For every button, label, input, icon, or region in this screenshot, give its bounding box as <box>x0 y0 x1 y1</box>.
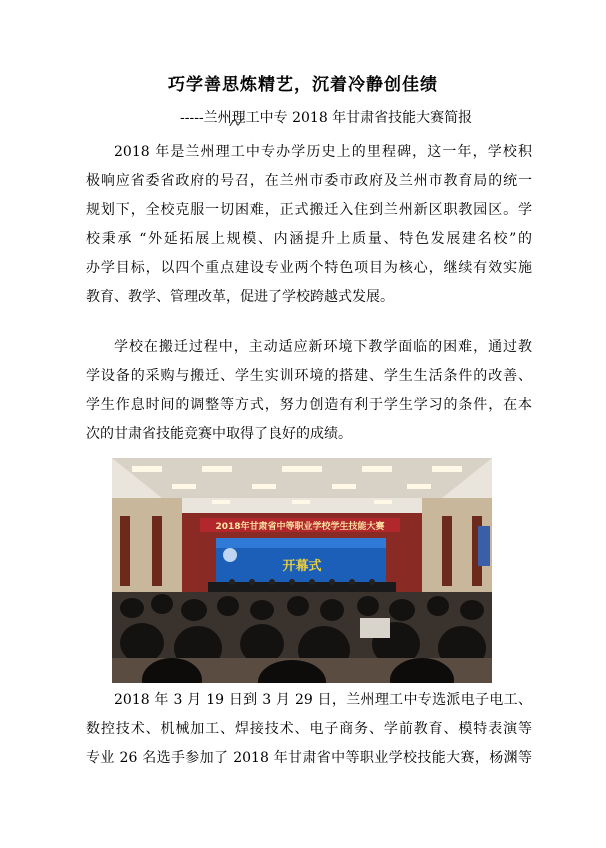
handwritten-mark <box>228 116 246 130</box>
paragraph-1 <box>86 138 532 312</box>
screen-title: 开幕式 <box>282 559 322 574</box>
paragraph-3 <box>86 686 532 773</box>
paragraph-line: 学设备的采购与搬迁、学生实训环境的搭建、学生生活条件的改善、 <box>86 368 532 384</box>
paragraph-line: 专业 26 名选手参加了 2018 年甘肃省中等职业学校技能大赛，杨渊等 <box>86 750 532 766</box>
paragraph-line: 极响应省委省政府的号召，在兰州市委市政府及兰州市教育局的统一 <box>86 173 532 189</box>
paragraph-line: 教育、教学、管理改革，促进了学校跨越式发展。 <box>86 289 394 305</box>
paragraph-line: 数控技术、机械加工、焊接技术、电子商务、学前教育、模特表演等 <box>86 721 532 737</box>
banner-text: 2018年甘肃省中等职业学校学生技能大赛 <box>215 522 385 532</box>
paragraph-line: 规划下，全校克服一切困难，正式搬迁入住到兰州新区职教园区。学 <box>86 202 532 218</box>
paragraph-2 <box>86 333 532 449</box>
paragraph-line: 学校在搬迁过程中，主动适应新环境下教学面临的困难，通过教 <box>114 339 532 355</box>
event-photo <box>112 458 492 683</box>
paragraph-line: 次的甘肃省技能竞赛中取得了良好的成绩。 <box>86 426 352 442</box>
paragraph-line: 办学目标，以四个重点建设专业两个特色项目为核心，继续有效实施 <box>86 260 532 276</box>
document-subtitle: -----兰州理工中专 2018 年甘肃省技能大赛简报 <box>180 110 473 126</box>
paragraph-line: 2018 年 3 月 19 日到 3 月 29 日，兰州理工中专选派电子电工、 <box>114 692 532 708</box>
document-title: 巧学善思炼精艺，沉着冷静创佳绩 <box>168 75 438 95</box>
paragraph-line: 学生作息时间的调整等方式，努力创造有利于学生学习的条件，在本 <box>86 397 532 413</box>
paragraph-line: 2018 年是兰州理工中专办学历史上的里程碑，这一年，学校积 <box>114 144 532 160</box>
paragraph-line: 校秉承 “外延拓展上规模、内涵提升上质量、特色发展建名校”的 <box>86 231 532 247</box>
